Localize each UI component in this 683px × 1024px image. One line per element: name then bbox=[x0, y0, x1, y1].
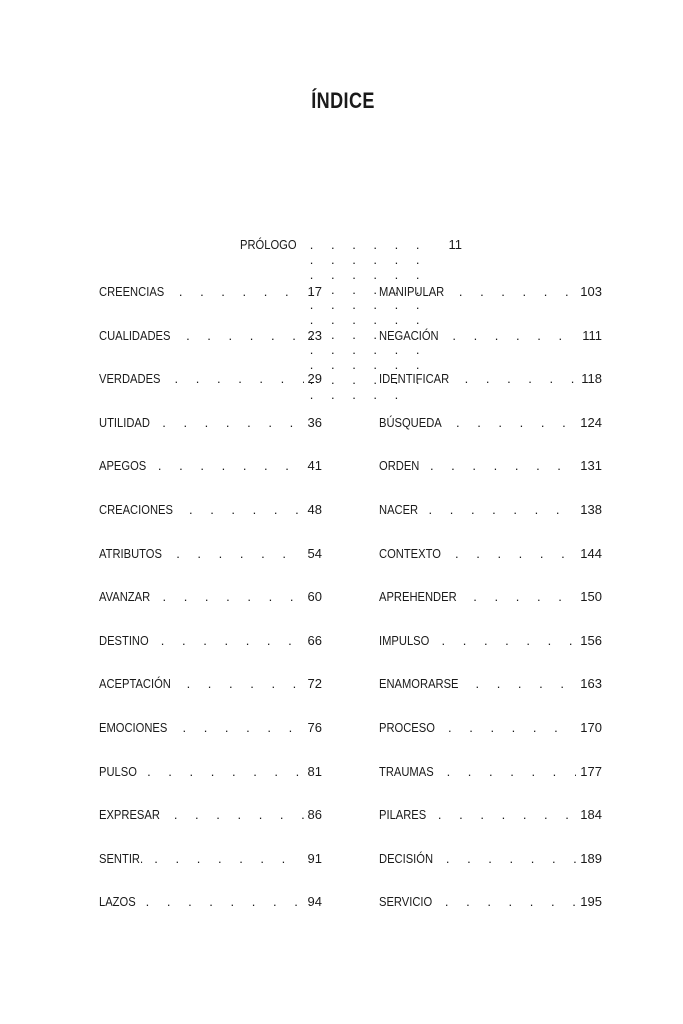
toc-entry-label: PRÓLOGO bbox=[240, 237, 297, 252]
toc-entry bbox=[379, 458, 602, 473]
toc-entry-label: APEGOS bbox=[99, 458, 147, 474]
toc-entry-page: 124 bbox=[580, 414, 602, 430]
toc-entry-label: PROCESO bbox=[379, 720, 435, 735]
toc-entry bbox=[379, 371, 602, 386]
dot-leader bbox=[442, 633, 577, 648]
toc-entry-label: ACEPTACIÓN bbox=[99, 676, 171, 692]
toc-entry-label: MANIPULAR bbox=[379, 284, 445, 299]
toc-entry bbox=[99, 502, 322, 517]
toc-entry-page: 150 bbox=[580, 589, 602, 605]
toc-entry-page: 195 bbox=[580, 894, 602, 910]
dot-leader bbox=[162, 415, 303, 430]
toc-entry bbox=[99, 633, 322, 648]
dot-leader bbox=[179, 284, 304, 299]
toc-entry-page: 48 bbox=[307, 502, 322, 517]
toc-entry-page: 144 bbox=[580, 545, 602, 561]
dot-leader bbox=[161, 633, 304, 648]
toc-entry bbox=[99, 546, 322, 561]
toc-entry-label: DECISIÓN bbox=[379, 850, 434, 866]
toc-entry-page: 54 bbox=[307, 545, 322, 561]
dot-leader bbox=[446, 851, 576, 866]
toc-entry bbox=[99, 764, 322, 779]
toc-entry-page: 72 bbox=[307, 676, 322, 692]
toc-entry bbox=[99, 589, 322, 604]
toc-entry bbox=[379, 720, 602, 735]
toc-entry-page: 66 bbox=[307, 632, 322, 648]
toc-entry-page: 111 bbox=[582, 327, 602, 343]
toc-entry-page: 189 bbox=[580, 850, 602, 866]
dot-leader bbox=[438, 807, 576, 822]
toc-entry-page: 118 bbox=[581, 371, 602, 387]
toc-entry-page: 60 bbox=[307, 589, 322, 605]
dot-leader bbox=[187, 676, 304, 691]
dot-leader bbox=[430, 458, 576, 473]
toc-entry-label: PILARES bbox=[379, 807, 427, 823]
dot-leader bbox=[186, 328, 303, 343]
toc-entry bbox=[99, 807, 322, 822]
dot-leader bbox=[447, 764, 577, 779]
dot-leader bbox=[448, 720, 576, 735]
toc-entry-label: AVANZAR bbox=[99, 589, 151, 605]
dot-leader bbox=[174, 807, 304, 822]
toc-entry-page: 81 bbox=[307, 763, 322, 779]
toc-entry-label: LAZOS bbox=[99, 894, 136, 910]
dot-leader bbox=[452, 328, 578, 343]
toc-entry-page: 36 bbox=[307, 414, 322, 430]
dot-leader bbox=[465, 371, 578, 386]
toc-entry-label: NACER bbox=[379, 502, 419, 517]
dot-leader bbox=[473, 589, 576, 604]
toc-entry-label: EXPRESAR bbox=[99, 807, 160, 823]
dot-leader bbox=[455, 546, 576, 561]
toc-entry-page: 86 bbox=[307, 807, 322, 823]
toc-entry bbox=[379, 546, 602, 561]
toc-entry bbox=[379, 633, 602, 648]
toc-entry-page: 29 bbox=[307, 371, 322, 387]
toc-entry bbox=[379, 851, 602, 866]
toc-entry-page: 138 bbox=[580, 502, 602, 517]
toc-entry-label: NEGACIÓN bbox=[379, 327, 439, 343]
toc-entry-label: EMOCIONES bbox=[99, 720, 168, 735]
toc-entry-page: 41 bbox=[307, 458, 322, 474]
dot-leader bbox=[182, 720, 303, 735]
dot-leader bbox=[456, 415, 576, 430]
toc-entry bbox=[379, 589, 602, 604]
dot-leader bbox=[445, 894, 576, 909]
dot-leader bbox=[176, 546, 303, 561]
page-title: ÍNDICE bbox=[311, 88, 375, 113]
dot-leader bbox=[429, 502, 577, 517]
toc-entry-label: TRAUMAS bbox=[379, 763, 434, 779]
toc-entry-label: ATRIBUTOS bbox=[99, 545, 162, 561]
toc-entry-page: 177 bbox=[580, 763, 602, 779]
toc-entry-label: UTILIDAD bbox=[99, 414, 150, 430]
toc-entry bbox=[379, 284, 602, 299]
dot-leader bbox=[175, 371, 304, 386]
toc-entry bbox=[379, 502, 602, 517]
toc-entry bbox=[99, 894, 322, 909]
toc-entry bbox=[379, 676, 602, 691]
toc-entry-label: ENAMORARSE bbox=[379, 676, 459, 692]
dot-leader bbox=[475, 676, 576, 691]
toc-entry-label: CREENCIAS bbox=[99, 284, 165, 299]
dot-leader bbox=[189, 502, 304, 517]
toc-entry-label: SERVICIO bbox=[379, 894, 433, 910]
toc-entry-page: 91 bbox=[307, 850, 322, 866]
dot-leader bbox=[154, 851, 303, 866]
toc-entry-page: 94 bbox=[307, 894, 322, 910]
dot-leader bbox=[158, 458, 304, 473]
toc-entry-label: APREHENDER bbox=[379, 589, 457, 605]
toc-entry-page: 163 bbox=[580, 676, 602, 692]
toc-entry-label: CONTEXTO bbox=[379, 545, 441, 561]
toc-entry bbox=[99, 284, 322, 299]
toc-entry-label: ORDEN bbox=[379, 458, 420, 474]
toc-entry-label: IMPULSO bbox=[379, 632, 430, 648]
dot-leader bbox=[162, 589, 303, 604]
toc-entry-label: VERDADES bbox=[99, 371, 161, 387]
toc-entry bbox=[99, 720, 322, 735]
toc-entry bbox=[379, 764, 602, 779]
toc-entry-page: 103 bbox=[580, 284, 602, 299]
toc-entry-label: DESTINO bbox=[99, 632, 149, 648]
toc-entry-page: 76 bbox=[307, 720, 322, 735]
toc-entry-page: 156 bbox=[580, 632, 602, 648]
toc-entry bbox=[99, 458, 322, 473]
toc-entry-label: CREACIONES bbox=[99, 502, 173, 517]
toc-entry-label: SENTIR. bbox=[99, 850, 144, 866]
dot-leader bbox=[147, 764, 303, 779]
toc-entry-page: 17 bbox=[307, 284, 322, 299]
toc-entry-label: IDENTIFICAR bbox=[379, 371, 450, 387]
toc-entry-label: PULSO bbox=[99, 763, 137, 779]
toc-entry bbox=[379, 894, 602, 909]
toc-entry-page: 11 bbox=[448, 237, 462, 252]
toc-entry bbox=[99, 851, 322, 866]
toc-entry bbox=[379, 807, 602, 822]
dot-leader bbox=[146, 894, 304, 909]
toc-entry bbox=[99, 328, 322, 343]
toc-entry bbox=[99, 415, 322, 430]
toc-entry-page: 184 bbox=[580, 807, 602, 823]
toc-entry bbox=[379, 328, 602, 343]
toc-entry bbox=[379, 415, 602, 430]
toc-entry-page: 23 bbox=[307, 327, 322, 343]
toc-entry bbox=[99, 676, 322, 691]
toc-entry-page: 131 bbox=[580, 458, 602, 474]
toc-entry-label: BÚSQUEDA bbox=[379, 414, 442, 430]
toc-entry-page: 170 bbox=[580, 720, 602, 735]
dot-leader bbox=[459, 284, 576, 299]
toc-entry-label: CUALIDADES bbox=[99, 327, 171, 343]
toc-entry bbox=[99, 371, 322, 386]
